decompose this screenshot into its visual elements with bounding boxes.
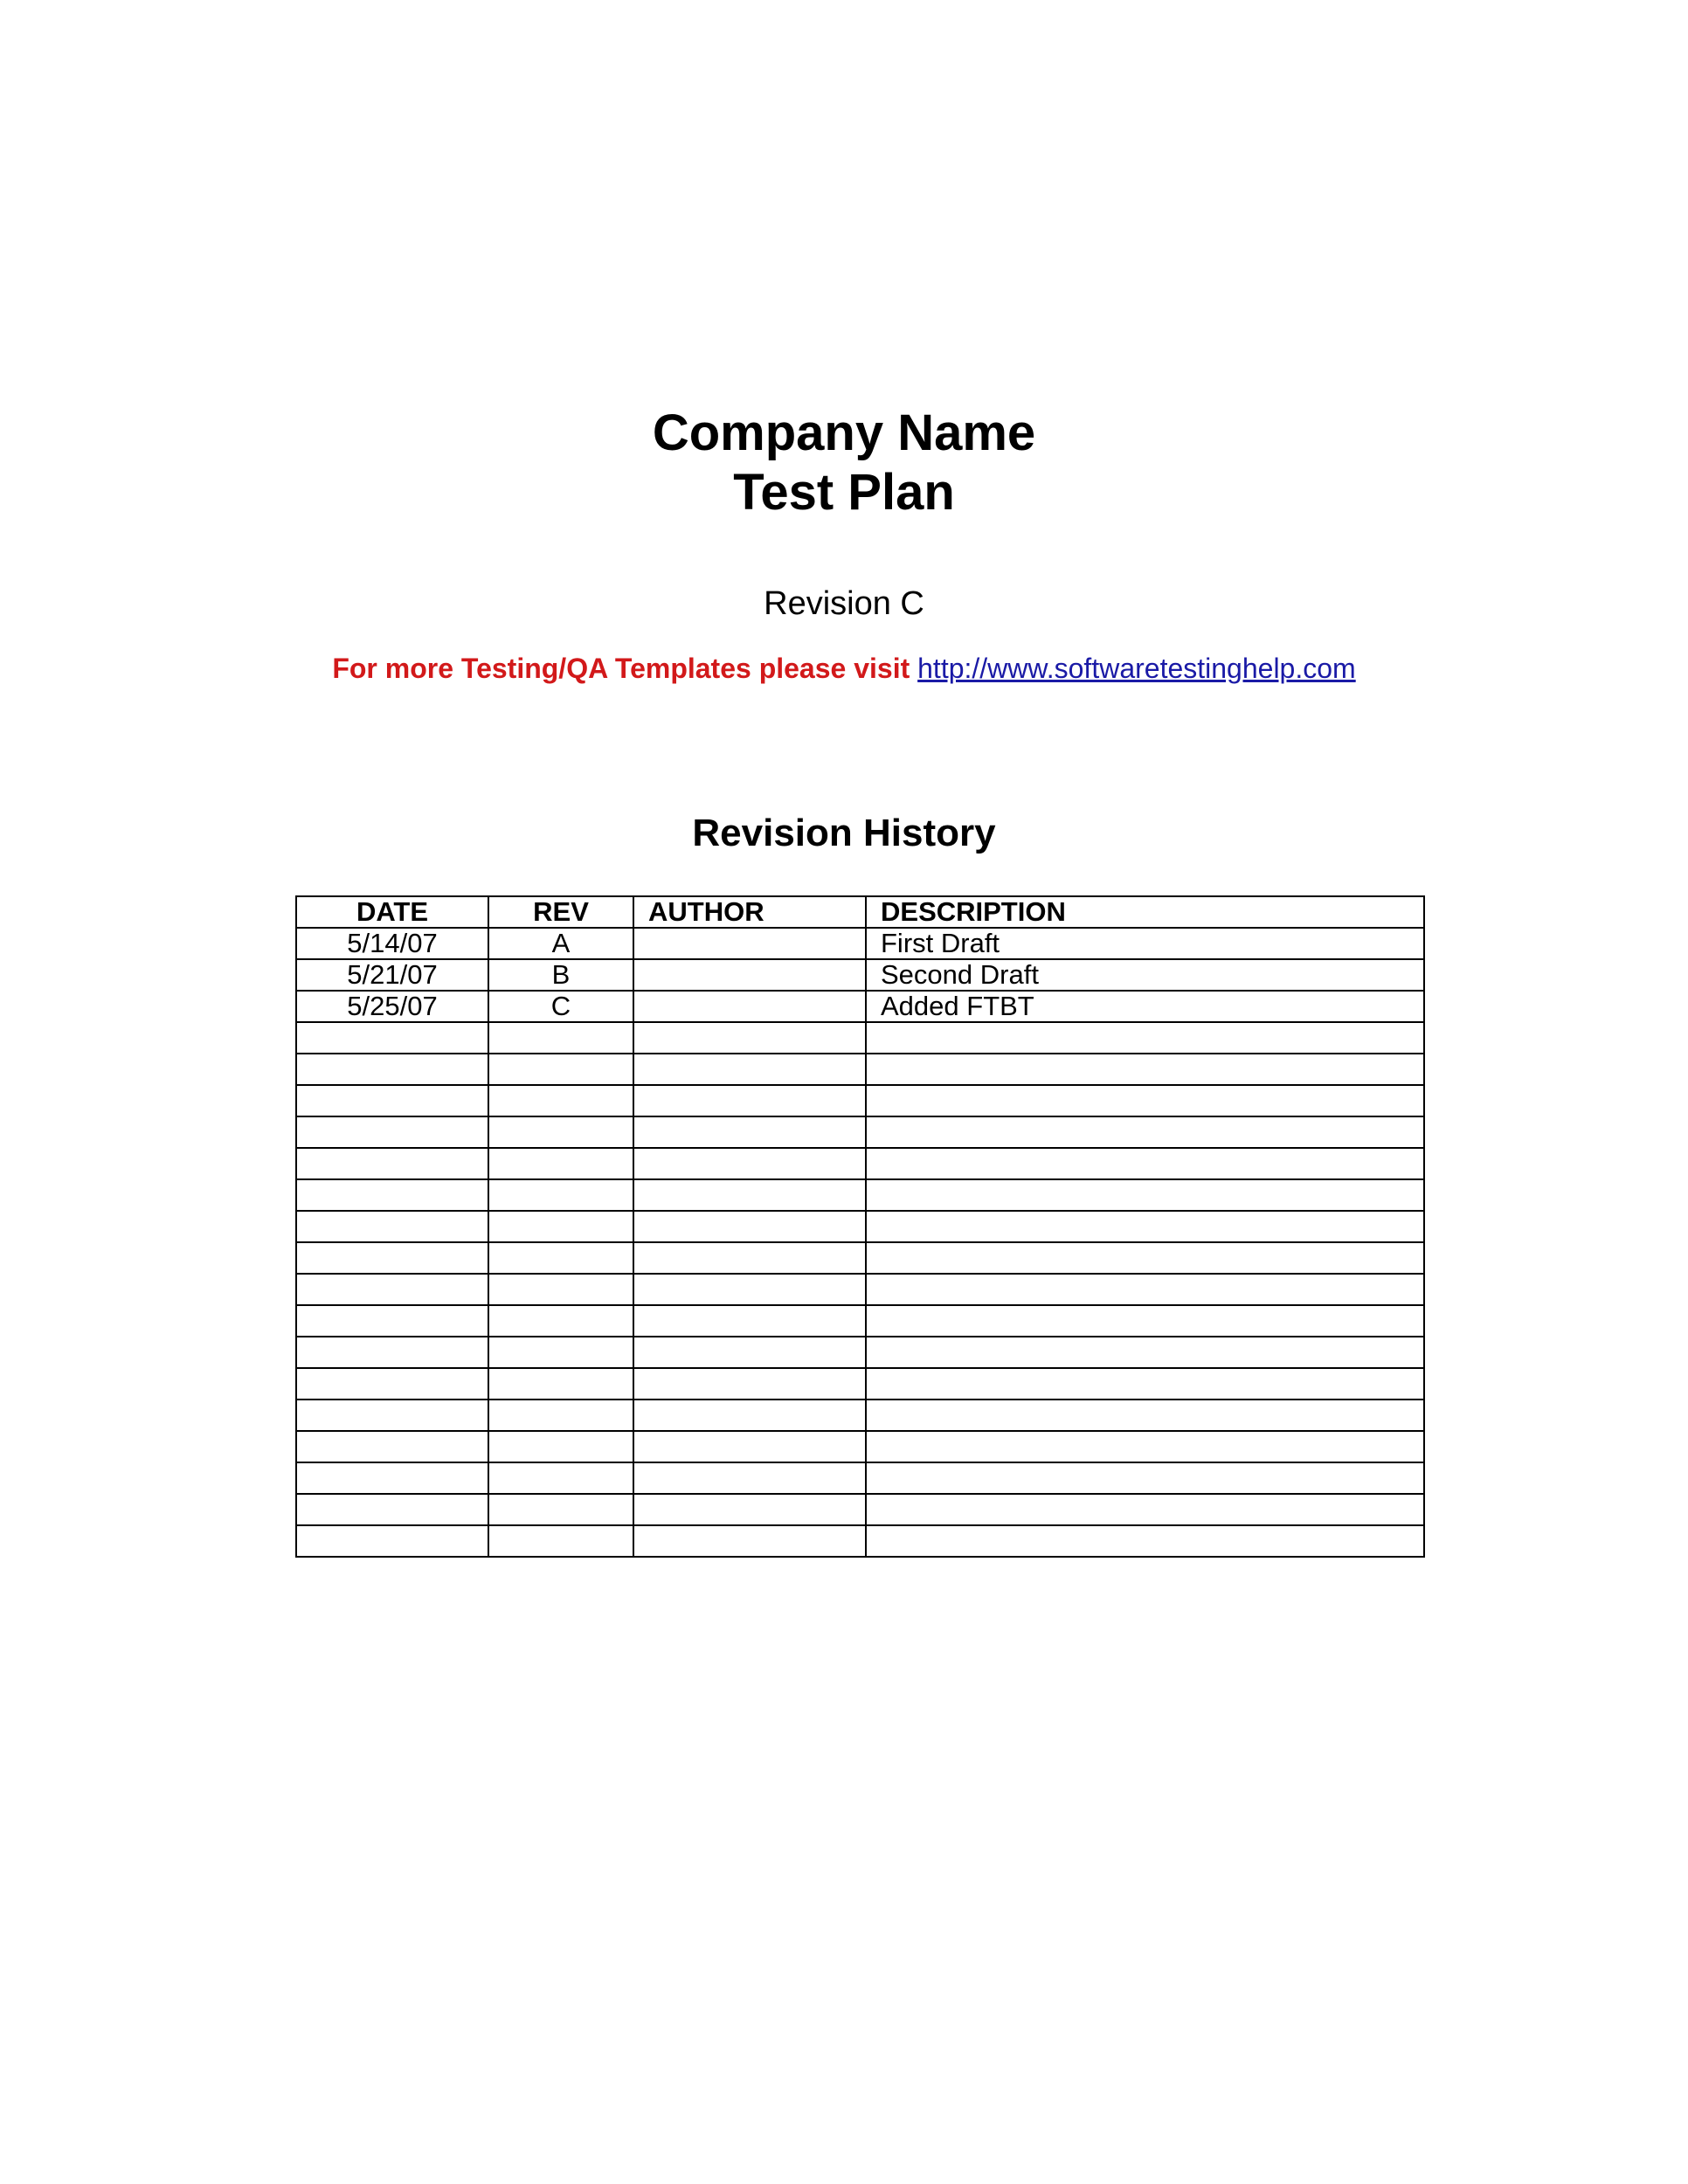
cell-description bbox=[866, 1116, 1424, 1148]
cell-description bbox=[866, 1368, 1424, 1400]
promo-line bbox=[0, 651, 1688, 686]
cell-date: 5/25/07 bbox=[296, 991, 488, 1022]
table-row bbox=[296, 1022, 1424, 1054]
cell-description bbox=[866, 1211, 1424, 1242]
cell-rev bbox=[488, 1462, 633, 1494]
cell-description bbox=[866, 1494, 1424, 1525]
cell-description bbox=[866, 1462, 1424, 1494]
cell-author bbox=[633, 991, 866, 1022]
cell-author bbox=[633, 1494, 866, 1525]
cell-date bbox=[296, 1337, 488, 1368]
table-row bbox=[296, 1368, 1424, 1400]
table-row bbox=[296, 928, 1424, 959]
cell-rev bbox=[488, 1085, 633, 1116]
table-row bbox=[296, 1494, 1424, 1525]
revision-label: Revision C bbox=[764, 585, 924, 622]
cell-author bbox=[633, 928, 866, 959]
cell-rev bbox=[488, 1274, 633, 1305]
promo-text: For more Testing/QA Templates please visit bbox=[332, 653, 910, 684]
cell-rev bbox=[488, 1525, 633, 1557]
cell-date bbox=[296, 1179, 488, 1211]
cell-author bbox=[633, 1400, 866, 1431]
cell-author bbox=[633, 1337, 866, 1368]
cell-rev bbox=[488, 1431, 633, 1462]
cell-description bbox=[866, 1400, 1424, 1431]
cell-rev bbox=[488, 1242, 633, 1274]
cell-description: First Draft bbox=[866, 928, 1424, 959]
cell-date: 5/14/07 bbox=[296, 928, 488, 959]
column-header-author: AUTHOR bbox=[633, 896, 866, 928]
cell-date bbox=[296, 1085, 488, 1116]
cell-author bbox=[633, 1525, 866, 1557]
table-row bbox=[296, 1179, 1424, 1211]
cell-rev: A bbox=[488, 928, 633, 959]
cell-date bbox=[296, 1054, 488, 1085]
column-header-date: DATE bbox=[296, 896, 488, 928]
cell-description bbox=[866, 1337, 1424, 1368]
cell-author bbox=[633, 959, 866, 991]
cell-author bbox=[633, 1116, 866, 1148]
cell-description bbox=[866, 1274, 1424, 1305]
table-row bbox=[296, 1148, 1424, 1179]
cell-description: Added FTBT bbox=[866, 991, 1424, 1022]
cell-rev bbox=[488, 1148, 633, 1179]
cell-rev bbox=[488, 1179, 633, 1211]
cell-date: 5/21/07 bbox=[296, 959, 488, 991]
document-title: Test Plan bbox=[733, 464, 955, 521]
cell-rev bbox=[488, 1337, 633, 1368]
cell-rev bbox=[488, 1116, 633, 1148]
cell-date bbox=[296, 1022, 488, 1054]
table-row bbox=[296, 1525, 1424, 1557]
cell-author bbox=[633, 1179, 866, 1211]
cell-rev bbox=[488, 1494, 633, 1525]
column-header-description: DESCRIPTION bbox=[866, 896, 1424, 928]
cell-description bbox=[866, 1085, 1424, 1116]
cell-date bbox=[296, 1116, 488, 1148]
table-row bbox=[296, 1431, 1424, 1462]
cell-author bbox=[633, 1431, 866, 1462]
column-header-rev: REV bbox=[488, 896, 633, 928]
cell-author bbox=[633, 1054, 866, 1085]
cell-rev bbox=[488, 1400, 633, 1431]
cell-author bbox=[633, 1368, 866, 1400]
cell-rev: B bbox=[488, 959, 633, 991]
table-row bbox=[296, 1305, 1424, 1337]
cell-date bbox=[296, 1431, 488, 1462]
cell-date bbox=[296, 1368, 488, 1400]
cell-description bbox=[866, 1305, 1424, 1337]
cell-date bbox=[296, 1305, 488, 1337]
cell-description: Second Draft bbox=[866, 959, 1424, 991]
cell-description bbox=[866, 1525, 1424, 1557]
cell-date bbox=[296, 1242, 488, 1274]
cell-author bbox=[633, 1305, 866, 1337]
cell-description bbox=[866, 1179, 1424, 1211]
cell-description bbox=[866, 1242, 1424, 1274]
table-row bbox=[296, 1242, 1424, 1274]
table-row bbox=[296, 1116, 1424, 1148]
cell-rev bbox=[488, 1368, 633, 1400]
cell-rev bbox=[488, 1305, 633, 1337]
table-row bbox=[296, 991, 1424, 1022]
promo-link[interactable]: http://www.softwaretestinghelp.com bbox=[917, 653, 1356, 684]
cell-description bbox=[866, 1022, 1424, 1054]
table-row bbox=[296, 959, 1424, 991]
table-row bbox=[296, 1274, 1424, 1305]
cell-description bbox=[866, 1431, 1424, 1462]
table-row bbox=[296, 1337, 1424, 1368]
table-row bbox=[296, 1400, 1424, 1431]
cell-rev bbox=[488, 1211, 633, 1242]
cell-date bbox=[296, 1274, 488, 1305]
company-name: Company Name bbox=[652, 404, 1036, 461]
cell-date bbox=[296, 1525, 488, 1557]
cell-author bbox=[633, 1085, 866, 1116]
cell-rev: C bbox=[488, 991, 633, 1022]
table-row bbox=[296, 1054, 1424, 1085]
cell-author bbox=[633, 1274, 866, 1305]
cell-rev bbox=[488, 1022, 633, 1054]
cell-date bbox=[296, 1494, 488, 1525]
cell-author bbox=[633, 1022, 866, 1054]
cell-description bbox=[866, 1148, 1424, 1179]
table-row bbox=[296, 1085, 1424, 1116]
revision-history-heading: Revision History bbox=[692, 812, 996, 854]
cell-author bbox=[633, 1211, 866, 1242]
cell-author bbox=[633, 1242, 866, 1274]
cell-date bbox=[296, 1148, 488, 1179]
cell-date bbox=[296, 1400, 488, 1431]
table-header-row bbox=[296, 896, 1424, 928]
table-row bbox=[296, 1211, 1424, 1242]
cell-author bbox=[633, 1462, 866, 1494]
cell-description bbox=[866, 1054, 1424, 1085]
table-row bbox=[296, 1462, 1424, 1494]
cell-rev bbox=[488, 1054, 633, 1085]
revision-history-body bbox=[296, 928, 1424, 1557]
revision-history-table bbox=[295, 895, 1425, 1558]
cell-date bbox=[296, 1462, 488, 1494]
cell-date bbox=[296, 1211, 488, 1242]
cell-author bbox=[633, 1148, 866, 1179]
